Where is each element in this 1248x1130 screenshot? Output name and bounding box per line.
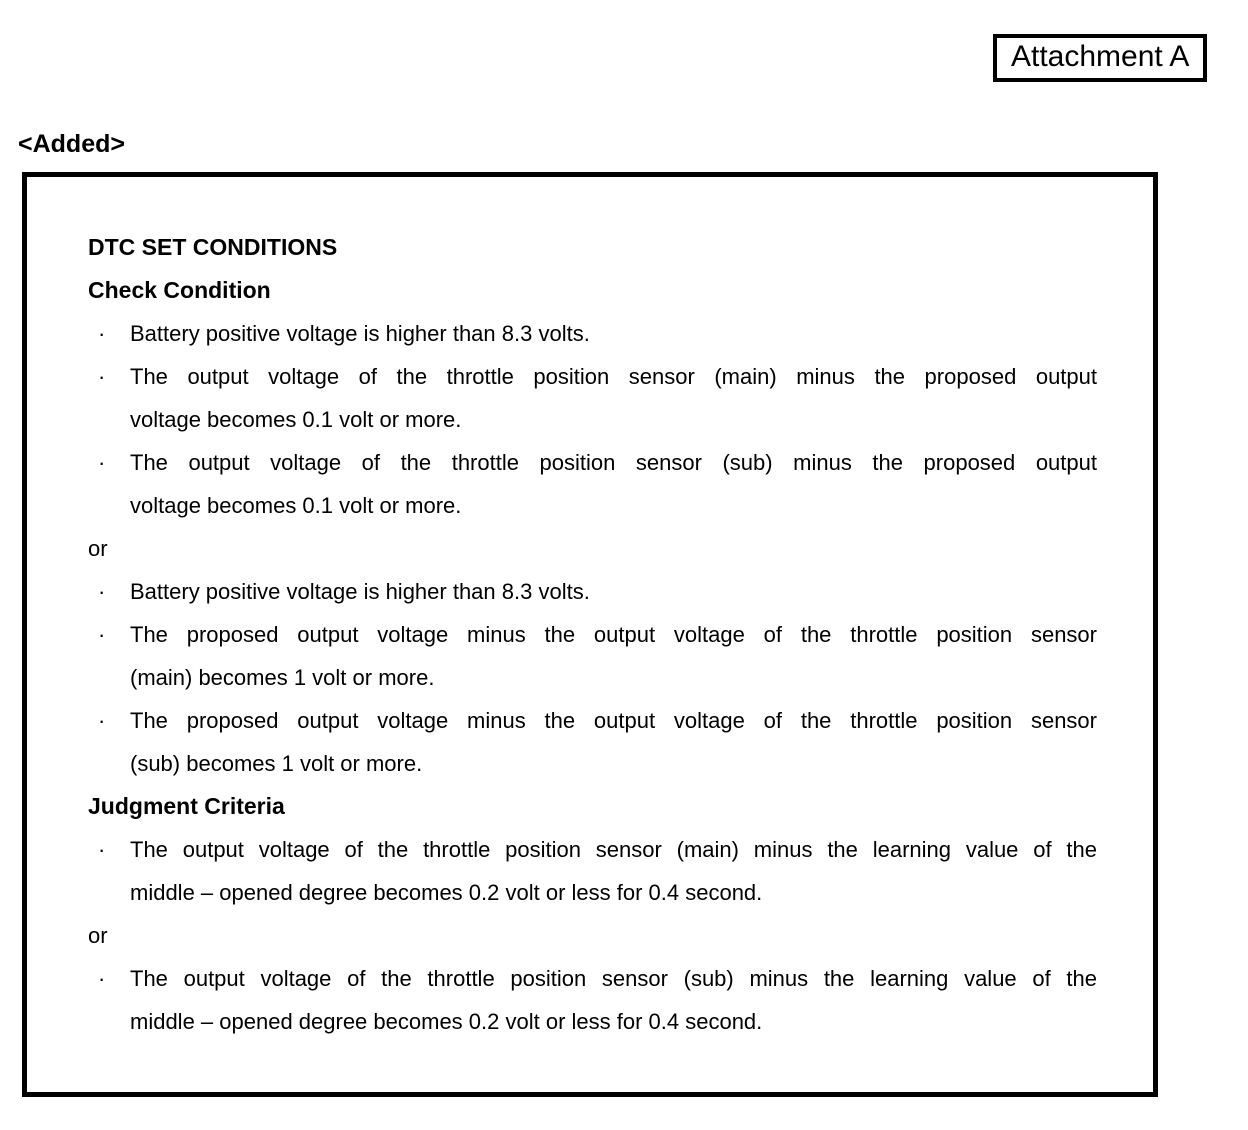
bullet-text-line: voltage becomes 0.1 volt or more.: [130, 407, 462, 432]
bullet-icon: ·: [98, 450, 106, 475]
bullet-item: [88, 957, 1097, 1043]
section: [88, 269, 1097, 785]
bullet-item: [88, 699, 1097, 785]
sections-container: [88, 269, 1097, 1043]
document-title: DTC SET CONDITIONS: [88, 234, 338, 260]
bullet-text-line: (sub) becomes 1 volt or more.: [130, 751, 423, 776]
section: [88, 785, 1097, 1043]
section-heading: Judgment Criteria: [88, 793, 285, 819]
section-items: [88, 312, 1097, 785]
bullet-item: [88, 441, 1097, 527]
or-connector: or: [88, 536, 108, 561]
bullet-item: [88, 355, 1097, 441]
bullet-text: [130, 441, 1097, 527]
bullet-text-line: The output voltage of the throttle position sensor (main) minus the learning value of the: [130, 837, 1097, 862]
bullet-icon: ·: [98, 622, 106, 647]
bullet-text: [130, 355, 1097, 441]
bullet-text-line: The output voltage of the throttle position sensor (main) minus the proposed output: [130, 364, 1097, 389]
bullet-text-line: (main) becomes 1 volt or more.: [130, 665, 435, 690]
section-heading: Check Condition: [88, 277, 271, 303]
bullet-icon: ·: [98, 321, 106, 346]
bullet-text-line: Battery positive voltage is higher than 8.3 volts.: [130, 321, 590, 346]
bullet-text: [130, 828, 1097, 914]
added-label: <Added>: [18, 130, 125, 158]
bullet-text: [130, 570, 1097, 613]
bullet-icon: ·: [98, 364, 106, 389]
attachment-label-box: [993, 34, 1207, 82]
bullet-text-line: The output voltage of the throttle position sensor (sub) minus the learning value of the: [130, 966, 1097, 991]
bullet-item: [88, 613, 1097, 699]
bullet-item: [88, 312, 1097, 355]
bullet-item: [88, 570, 1097, 613]
bullet-icon: ·: [98, 966, 106, 991]
bullet-text: [130, 312, 1097, 355]
dtc-set-conditions-box: [22, 172, 1158, 1097]
bullet-text: [130, 957, 1097, 1043]
bullet-text-line: voltage becomes 0.1 volt or more.: [130, 493, 462, 518]
bullet-icon: ·: [98, 708, 106, 733]
or-connector: or: [88, 923, 108, 948]
bullet-text-line: middle – opened degree becomes 0.2 volt or less for 0.4 second.: [130, 1009, 763, 1034]
bullet-icon: ·: [98, 837, 106, 862]
bullet-text: [130, 699, 1097, 785]
bullet-text-line: The output voltage of the throttle position sensor (sub) minus the proposed output: [130, 450, 1097, 475]
attachment-label: Attachment A: [1011, 40, 1190, 73]
bullet-text-line: The proposed output voltage minus the output voltage of the throttle position sensor: [130, 708, 1097, 733]
bullet-text-line: Battery positive voltage is higher than 8.3 volts.: [130, 579, 590, 604]
bullet-item: [88, 828, 1097, 914]
bullet-text: [130, 613, 1097, 699]
bullet-icon: ·: [98, 579, 106, 604]
section-items: [88, 828, 1097, 1043]
bullet-text-line: The proposed output voltage minus the output voltage of the throttle position sensor: [130, 622, 1097, 647]
bullet-text-line: middle – opened degree becomes 0.2 volt or less for 0.4 second.: [130, 880, 763, 905]
